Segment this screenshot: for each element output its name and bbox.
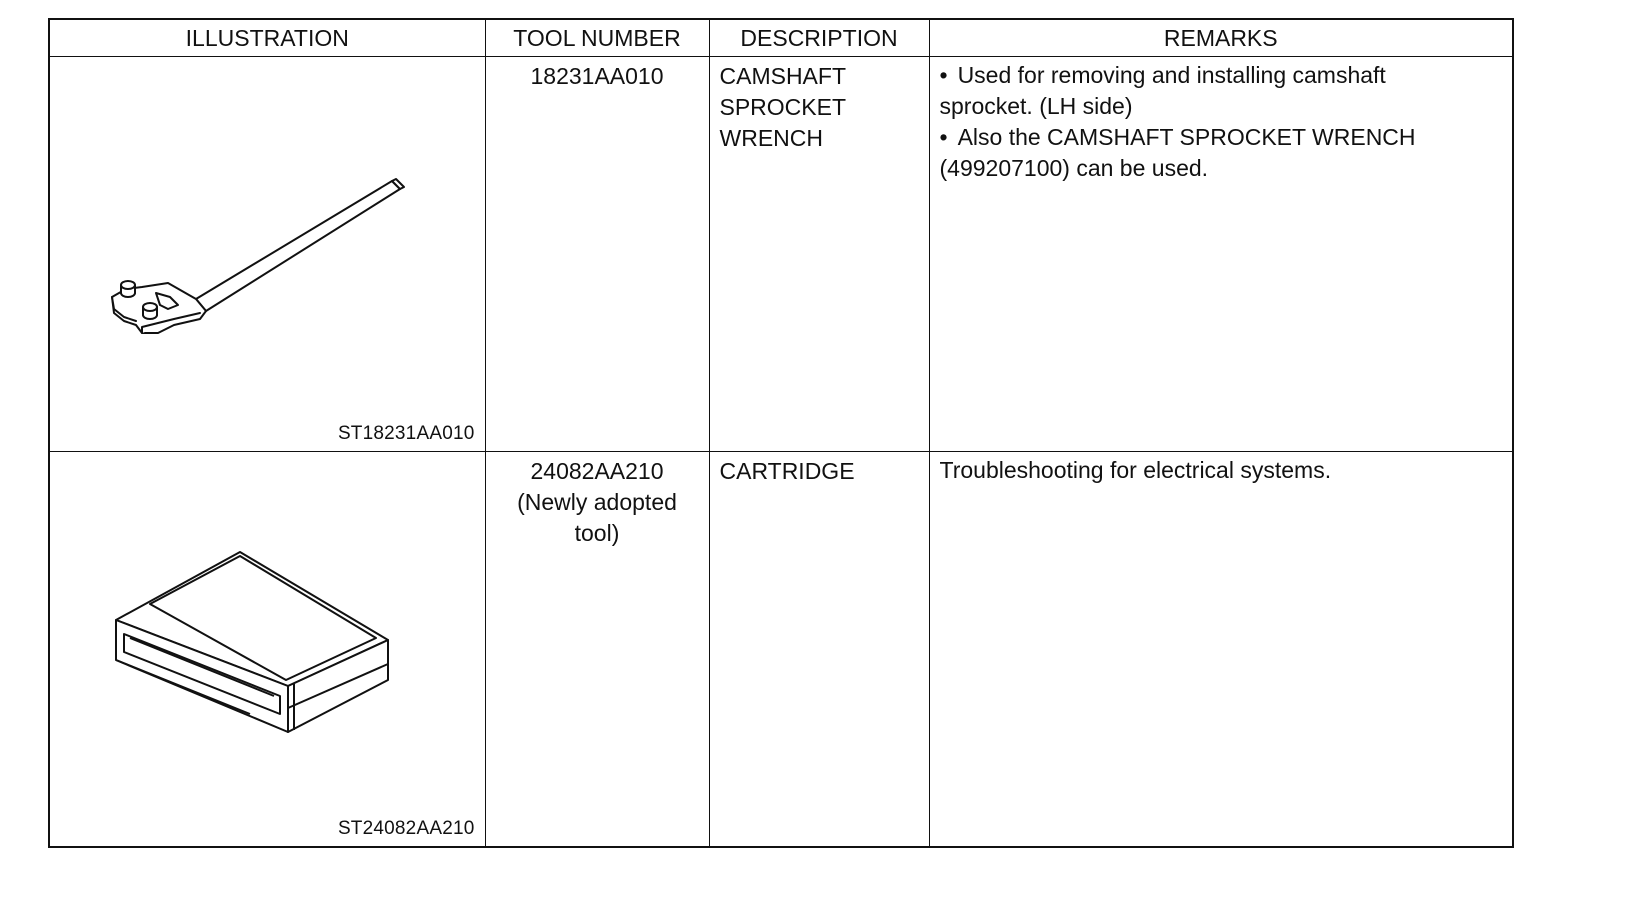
illustration-code: ST24082AA210 (337, 818, 475, 839)
remark-text: Troubleshooting for electrical systems. (939, 457, 1332, 483)
tool-number: 24082AA210 (530, 458, 664, 484)
tool-number-cell (485, 452, 709, 848)
remark-bullet (940, 60, 1503, 91)
special-tools-sheet (48, 18, 1512, 839)
description-line: WRENCH (719, 125, 823, 151)
illustration-cell (49, 452, 485, 848)
remark-text: Used for removing and installing camshaft (957, 62, 1386, 88)
bullet-icon: • (939, 62, 948, 88)
description-cell (709, 452, 929, 848)
description-line: SPROCKET (719, 94, 847, 120)
tool-number-note: (Newly adopted (517, 489, 677, 515)
description-line: CARTRIDGE (719, 458, 855, 484)
illustration-cell (49, 57, 485, 452)
tool-number: 18231AA010 (530, 63, 664, 89)
illustration-code: ST18231AA010 (337, 423, 475, 444)
description-line: CAMSHAFT (719, 63, 846, 89)
camshaft-sprocket-wrench-drawing (50, 57, 486, 447)
remark-text: sprocket. (LH side) (939, 93, 1133, 119)
remark-text: (499207100) can be used. (939, 155, 1209, 181)
remarks-cell (929, 57, 1513, 452)
header-remarks: REMARKS (929, 19, 1513, 57)
bullet-icon: • (939, 124, 948, 150)
description-cell (709, 57, 929, 452)
header-tool-number: TOOL NUMBER (485, 19, 709, 57)
remark-bullet (940, 122, 1503, 153)
special-tools-table (48, 18, 1514, 848)
table-header-row (49, 19, 1513, 57)
remarks-cell (929, 452, 1513, 848)
tool-number-cell (485, 57, 709, 452)
header-description: DESCRIPTION (709, 19, 929, 57)
header-illustration: ILLUSTRATION (49, 19, 485, 57)
table-row (49, 57, 1513, 452)
tool-number-note: tool) (574, 520, 620, 546)
cartridge-drawing (50, 452, 486, 842)
remark-text: Also the CAMSHAFT SPROCKET WRENCH (957, 124, 1416, 150)
table-row (49, 452, 1513, 848)
